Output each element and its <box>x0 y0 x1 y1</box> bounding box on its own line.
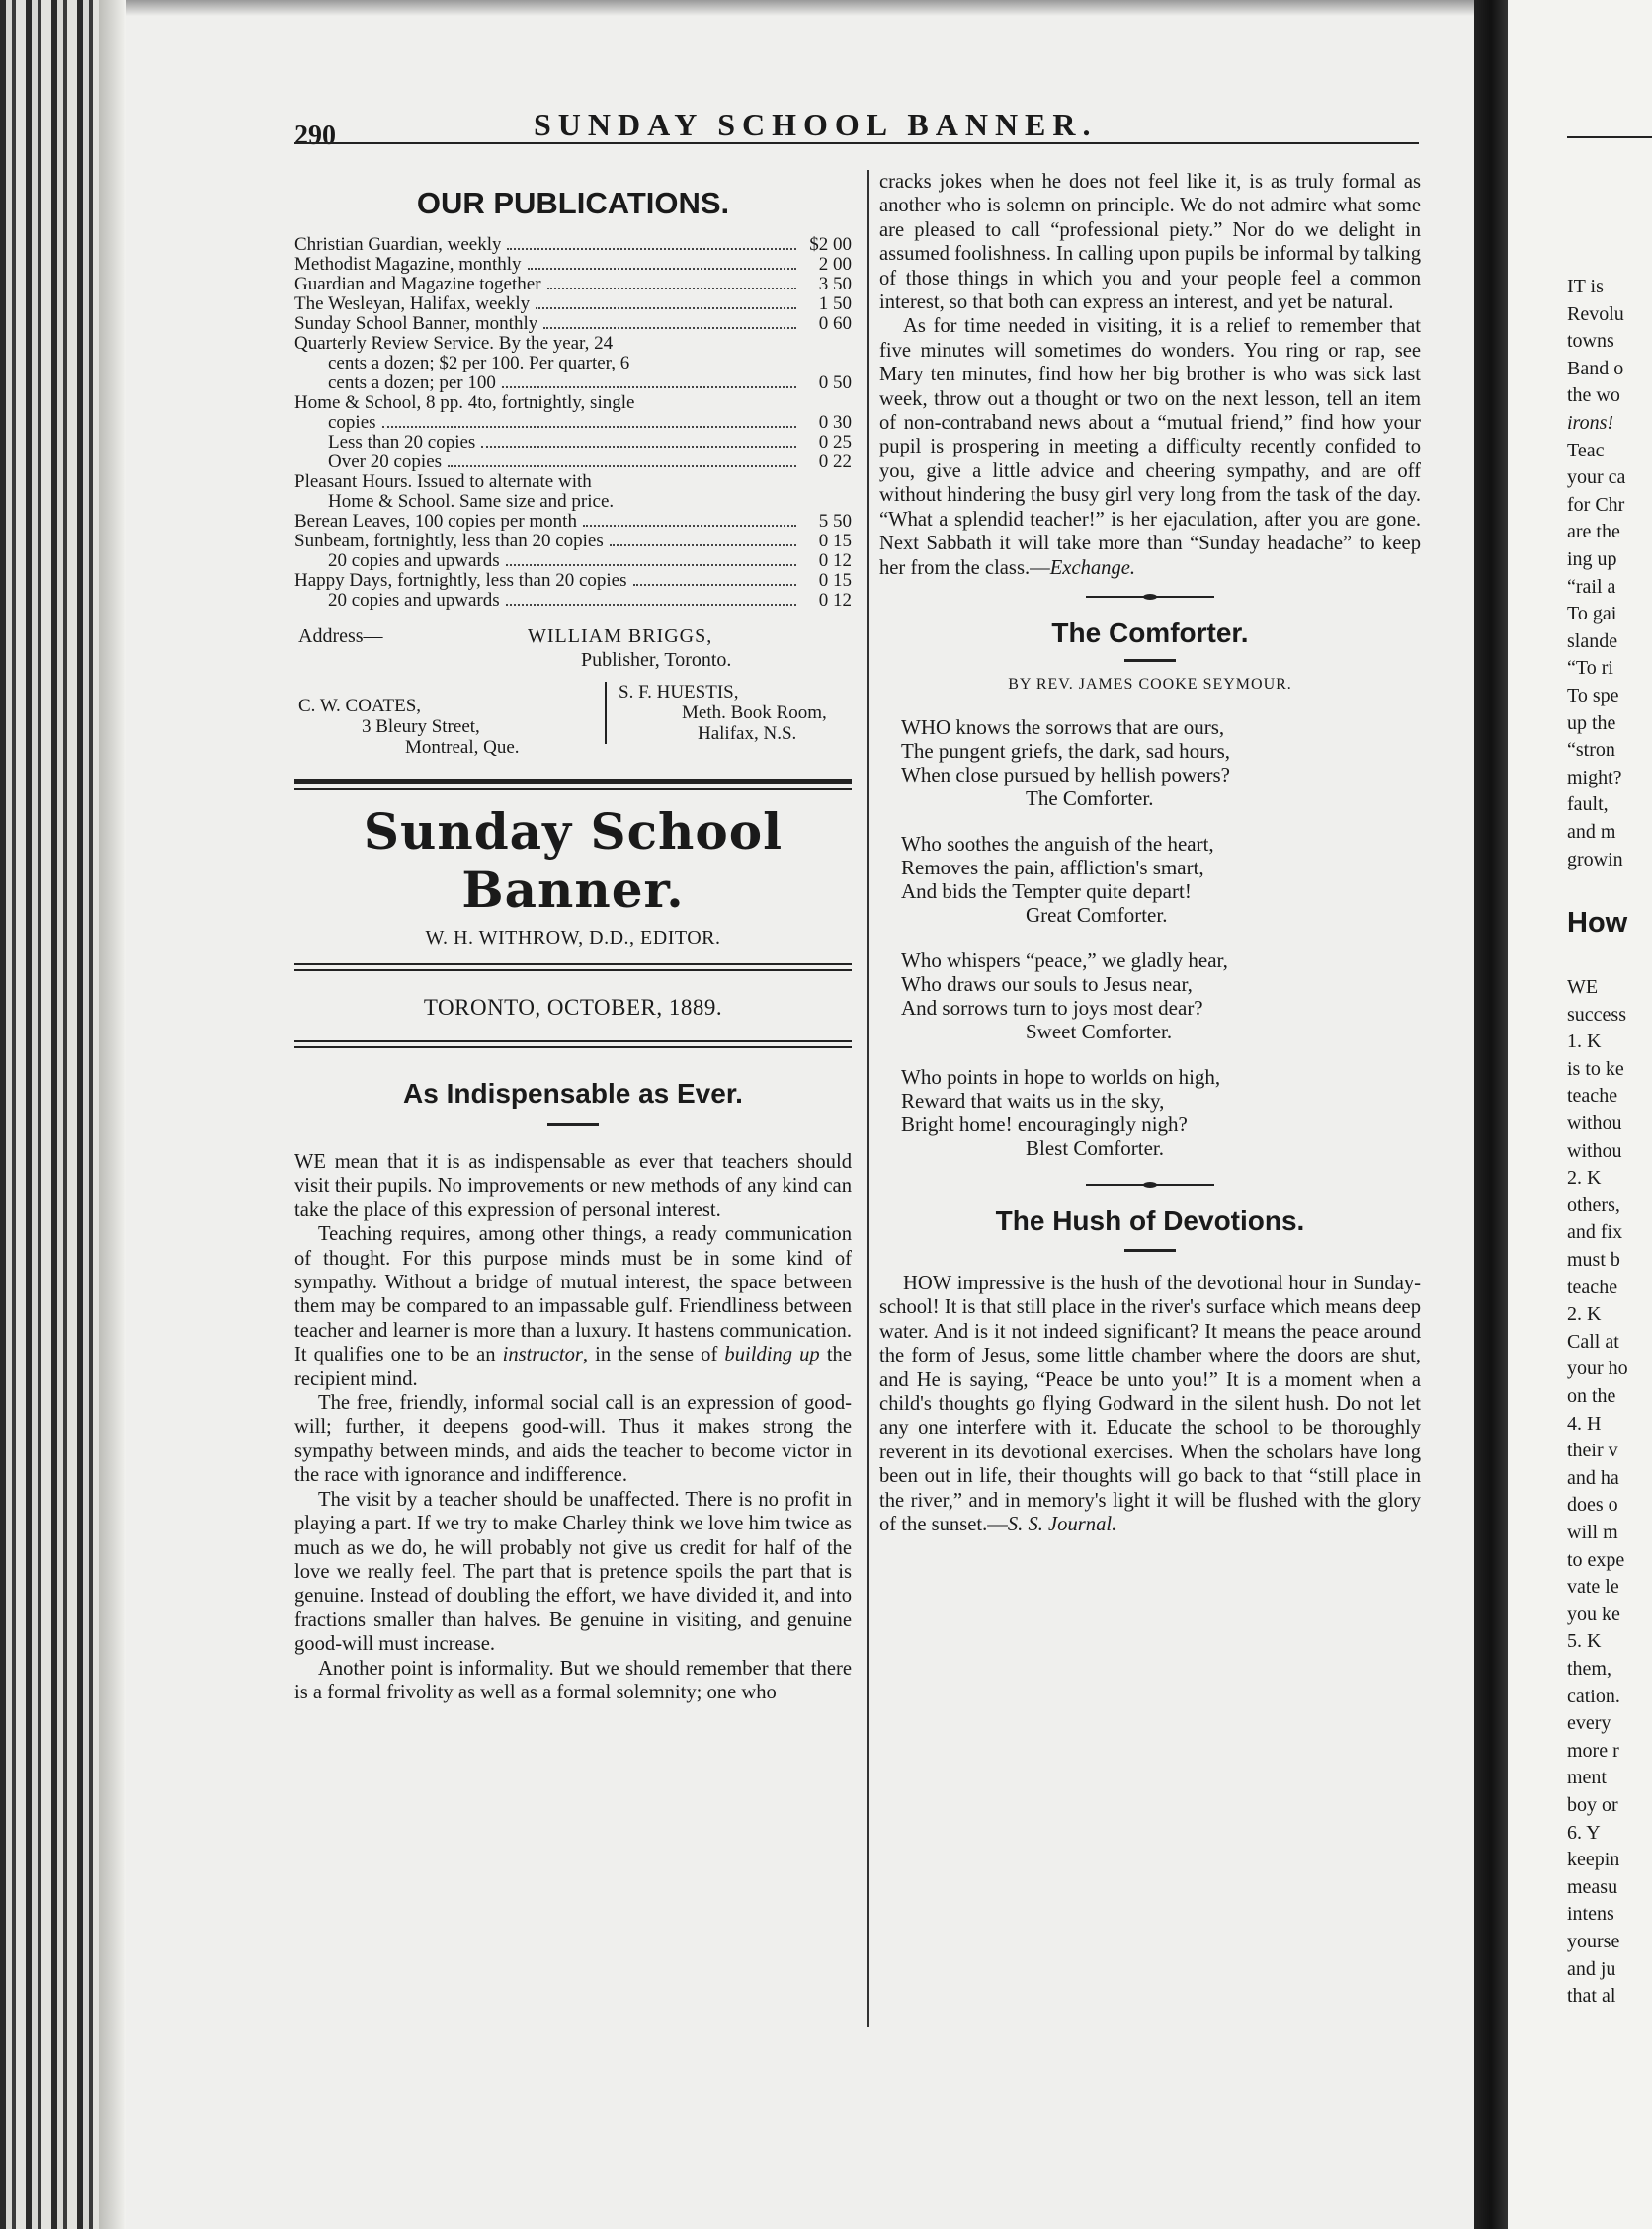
publication-row <box>294 472 852 492</box>
publication-name: Less than 20 copies <box>328 433 476 453</box>
publication-row <box>294 235 852 255</box>
facing-line: towns <box>1567 330 1614 353</box>
facing-line: withou <box>1567 1139 1622 1162</box>
publication-price: 0 50 <box>818 372 852 393</box>
article-paragraph: The free, friendly, informal social call is an expression of good-will; further, it deepens good-will. Thus it makes strong the sympathy between minds, and aids the teacher to become victor in the race with ignorance and indifference. <box>294 1392 852 1487</box>
facing-line: must b <box>1567 1249 1620 1271</box>
article-title-hush: The Hush of Devotions. <box>995 1204 1305 1236</box>
facing-line: withou <box>1567 1113 1622 1134</box>
page-number: 290 <box>294 121 336 151</box>
facing-page <box>1508 0 1652 2229</box>
ornament-rule <box>1086 594 1214 600</box>
publication-price: 0 60 <box>818 313 852 334</box>
facing-line: 1. K <box>1567 1031 1602 1053</box>
paragraph-text: the recipient mind. <box>294 1344 852 1390</box>
facing-line: cation. <box>1567 1685 1620 1707</box>
header-rule <box>294 142 1419 144</box>
facing-line: Revolu <box>1567 302 1624 325</box>
poem-line <box>901 715 1421 739</box>
poem-stanza <box>901 715 1421 810</box>
leader-dots <box>633 584 797 586</box>
poem-stanza <box>901 1065 1421 1160</box>
leader-dots <box>547 288 796 289</box>
facing-header-rule <box>1567 136 1652 138</box>
book-binding <box>0 0 126 2229</box>
leader-dots <box>583 525 796 527</box>
facing-line: for Chr <box>1567 493 1625 516</box>
agent-line: 3 Bleury Street, <box>362 716 480 737</box>
publication-name: Sunbeam, fortnightly, less than 20 copies <box>294 532 604 551</box>
facing-line: fault, <box>1567 793 1609 816</box>
facing-line: IT is <box>1567 276 1604 297</box>
publisher-role: Publisher, Toronto. <box>581 649 732 671</box>
facing-line: intens <box>1567 1903 1614 1926</box>
publication-price: 5 50 <box>818 511 852 532</box>
publication-price: 2 00 <box>818 254 852 275</box>
agent-line: Halifax, N.S. <box>698 723 797 744</box>
publications-list <box>294 235 852 611</box>
publication-name: Christian Guardian, weekly <box>294 235 502 255</box>
poem-line: Who soothes the anguish of the heart, <box>901 831 1214 856</box>
facing-line: Call at <box>1567 1330 1619 1353</box>
facing-line: your ho <box>1567 1358 1628 1380</box>
facing-line: “stron <box>1567 739 1615 762</box>
poem-stanza <box>901 832 1421 927</box>
publication-name: Happy Days, fortnightly, less than 20 copies <box>294 571 627 591</box>
facing-line: will m <box>1567 1522 1618 1543</box>
facing-line: vate le <box>1567 1576 1619 1599</box>
facing-line: ment <box>1567 1767 1607 1789</box>
masthead-rule <box>294 963 852 971</box>
poem-line: And bids the Tempter quite depart! <box>901 878 1192 903</box>
paragraph-text: impressive is the hush of the devotional hour in Sunday-school! It is that still place in the river's surface which means deep water. And is it not indeed significant? It means the peace around the form of Jesus, some little chamber where the doors are shut, and He is saying, “Peace be unto you!” It is a moment when a child's thoughts go flying Godward in the silent hush. Do not let any one interfere with it. Educate the school to be thoroughly reverent in its devotional exercises. When the scholars have long been out in life, their thoughts will go back to that “still place in the river,” and in memory's light it will be flushed with the glory of the sunset.— <box>879 1272 1421 1535</box>
leader-dots <box>610 544 796 546</box>
publication-price: 0 12 <box>818 590 852 611</box>
line-text: knows the sorrows that are ours, <box>950 714 1225 739</box>
leader-dots <box>382 426 796 428</box>
publication-price: 0 22 <box>818 452 852 472</box>
publication-price: 0 12 <box>818 550 852 571</box>
paragraph-text: , in the sense of <box>582 1344 725 1366</box>
publication-row <box>294 314 852 334</box>
publication-row <box>294 413 852 433</box>
facing-line: keepin <box>1567 1849 1620 1871</box>
facing-line: success <box>1567 1003 1626 1026</box>
facing-line: ing up <box>1567 548 1617 570</box>
agents-block <box>294 682 852 771</box>
facing-line: that al <box>1567 1985 1616 2008</box>
publication-name: The Wesleyan, Halifax, weekly <box>294 294 531 314</box>
facing-line: and m <box>1567 821 1616 843</box>
dateline-rule <box>294 1040 852 1048</box>
title-rule <box>1124 659 1176 662</box>
facing-line: your ca <box>1567 466 1626 489</box>
publication-row <box>294 532 852 551</box>
emphasis: building up <box>724 1344 820 1366</box>
publication-name: Over 20 copies <box>328 453 443 472</box>
facing-line: To spe <box>1567 685 1619 706</box>
poem-line: Bright home! encouragingly nigh? <box>901 1112 1188 1136</box>
article-paragraph: The visit by a teacher should be unaffected. There is no profit in playing a part. If we try to make Charley think we love him twice as much as we do, he will probably not give us credit for half of the love we really feel. The part that is pretence spoils the part that is genuine. Instead of doubling the effort, we have divided it, and into fractions smaller than halves. Be genuine in visiting, and genuine good-will must increase. <box>294 1488 852 1656</box>
facing-line: others, <box>1567 1194 1620 1216</box>
poem-line: Who points in hope to worlds on high, <box>901 1064 1221 1089</box>
leader-dots <box>507 248 796 250</box>
publication-row <box>294 275 852 294</box>
publication-name: Quarterly Review Service. By the year, 24 <box>294 334 614 354</box>
publication-row <box>294 373 852 393</box>
facing-line: you ke <box>1567 1603 1620 1625</box>
poem-line: Removes the pain, affliction's smart, <box>901 855 1204 879</box>
publication-row <box>294 255 852 275</box>
poem-refrain: Great Comforter. <box>1026 902 1168 927</box>
facing-line: up the <box>1567 711 1616 734</box>
publication-price: 1 50 <box>818 293 852 314</box>
facing-line: “To ri <box>1567 657 1613 680</box>
facing-line: irons! <box>1567 412 1614 434</box>
publication-name: 20 copies and upwards <box>328 591 500 611</box>
emphasis: instructor <box>502 1344 583 1366</box>
source-citation: S. S. Journal. <box>1007 1513 1117 1535</box>
section-rule <box>294 779 852 790</box>
right-column <box>879 170 1421 1536</box>
publication-row <box>294 433 852 453</box>
publication-row <box>294 354 852 373</box>
facing-line: is to ke <box>1567 1057 1624 1080</box>
publication-row <box>294 512 852 532</box>
publication-row <box>294 571 852 591</box>
paragraph-text: mean that it is as indispensable as ever that teachers should visit their pupils. No improvements or new methods of any kind can take the place of this expression of personal interest. <box>294 1151 852 1221</box>
dateline: TORONTO, OCTOBER, 1889. <box>423 995 723 1020</box>
facing-line: their v <box>1567 1440 1618 1462</box>
publication-price: 0 30 <box>818 412 852 433</box>
publication-price: 0 25 <box>818 432 852 453</box>
publication-row <box>294 453 852 472</box>
title-rule <box>1124 1249 1176 1252</box>
publication-name: Home & School, 8 pp. 4to, fortnightly, single <box>294 393 635 413</box>
publication-price: $2 00 <box>809 234 852 255</box>
masthead-title: Sunday School Banner. <box>363 802 784 919</box>
facing-line: might? <box>1567 766 1622 788</box>
publication-price: 0 15 <box>818 570 852 591</box>
facing-line: boy or <box>1567 1794 1618 1816</box>
journal-title: SUNDAY SCHOOL BANNER. <box>534 107 1098 142</box>
publication-row <box>294 334 852 354</box>
facing-heading: How <box>1567 907 1628 939</box>
poem-line: The pungent griefs, the dark, sad hours, <box>901 738 1230 763</box>
facing-line: 4. H <box>1567 1412 1602 1435</box>
facing-line: Teac <box>1567 439 1605 461</box>
publication-name: Guardian and Magazine together <box>294 275 541 294</box>
facing-line: “rail a <box>1567 575 1616 598</box>
book-gutter <box>1474 0 1508 2229</box>
publication-name: Home & School. Same size and price. <box>328 492 615 512</box>
drop-word: HOW <box>903 1272 952 1294</box>
facing-line: 2. K <box>1567 1167 1602 1190</box>
facing-line: and fix <box>1567 1221 1623 1244</box>
leader-dots <box>502 386 796 388</box>
facing-line: 6. Y <box>1567 1821 1601 1844</box>
facing-line: yourse <box>1567 1931 1620 1952</box>
publications-title: OUR PUBLICATIONS. <box>416 186 730 220</box>
facing-line: are the <box>1567 521 1620 543</box>
publication-row <box>294 591 852 611</box>
publication-name: cents a dozen; $2 per 100. Per quarter, 6 <box>328 354 630 373</box>
leader-dots <box>506 604 796 606</box>
publication-price: 0 15 <box>818 531 852 551</box>
article-paragraph: cracks jokes when he does not feel like it, is as truly formal as another who is solemn on principle. We do not admire what some are pleased to call “professional piety.” Nor do we delight in assumed foolishness. In calling upon pupils be informal by talking of those things in which you and your people feel a common interest, so that both can express an interest, and yet be natural. <box>879 171 1421 314</box>
publication-name: Berean Leaves, 100 copies per month <box>294 512 577 532</box>
left-column <box>294 170 852 1704</box>
publication-row <box>294 294 852 314</box>
leader-dots <box>536 307 796 309</box>
facing-line: and ju <box>1567 1957 1616 1980</box>
publication-row <box>294 551 852 571</box>
facing-line: slande <box>1567 629 1618 652</box>
article-paragraph <box>294 1150 852 1222</box>
publication-row <box>294 393 852 413</box>
poem-line: Reward that waits us in the sky, <box>901 1088 1165 1113</box>
poem-byline: BY REV. JAMES COOKE SEYMOUR. <box>1008 675 1292 693</box>
agent-line: Meth. Book Room, <box>682 702 827 723</box>
agent-line: Montreal, Que. <box>405 737 520 758</box>
paragraph-text: As for time needed in visiting, it is a relief to remember that five minutes will sometimes do wonders. You ring or rap, see Mary ten minutes, find how her big brother is who was sick last week, throw out a thought or two on the next lesson, tell an item of non-contraband news about a “mutual friend,” find how your pupil is prospering in meeting a difficulty recently confided to you, give a little advice and cheering sympathy, and are off without hindering the busy girl very long from the task of the day. “What a splendid teacher!” is her ejaculation, after you are gone. Next Sabbath it will take more than “Sunday headache” to keep her from the class.— <box>879 315 1421 579</box>
poem-line: Who whispers “peace,” we gladly hear, <box>901 948 1228 972</box>
address-block <box>294 624 852 672</box>
facing-line: on the <box>1567 1385 1616 1407</box>
agent-montreal <box>298 696 591 758</box>
editor-line: W. H. WITHROW, D.D., EDITOR. <box>425 927 721 949</box>
ornament-rule <box>1086 1182 1214 1188</box>
facing-line: more r <box>1567 1739 1619 1762</box>
facing-line: the wo <box>1567 384 1620 407</box>
agent-halifax <box>605 682 866 744</box>
drop-word: WE <box>294 1151 327 1173</box>
column-divider <box>867 170 869 2027</box>
publisher-name: WILLIAM BRIGGS, <box>528 625 713 647</box>
poem-refrain: Sweet Comforter. <box>1026 1019 1173 1043</box>
facing-line: to expe <box>1567 1548 1625 1571</box>
facing-line: growin <box>1567 848 1623 870</box>
facing-line: them, <box>1567 1658 1611 1680</box>
poem-refrain: Blest Comforter. <box>1026 1135 1164 1160</box>
article-paragraph <box>879 314 1421 579</box>
facing-line: every <box>1567 1712 1611 1735</box>
poem-body <box>879 715 1421 1160</box>
source-citation: Exchange. <box>1049 556 1136 579</box>
poem-line: And sorrows turn to joys most dear? <box>901 995 1203 1020</box>
leader-dots <box>506 564 796 566</box>
leader-dots <box>543 327 796 329</box>
paragraph-text: Teaching requires, among other things, a ready communication of thought. For this purpose minds must be in some kind of sympathy. Without a bridge of mutual interest, the space between them may be compared to an impassable gulf. Friendliness between teacher and learner is more than a luxury. It hastens communication. It qualifies one to be an <box>294 1223 852 1366</box>
leader-dots <box>448 465 796 467</box>
publication-name: Pleasant Hours. Issued to alternate with <box>294 472 592 492</box>
leader-dots <box>481 446 796 448</box>
facing-line: 5. K <box>1567 1630 1602 1653</box>
agent-line: S. F. HUESTIS, <box>619 682 739 702</box>
agent-line: C. W. COATES, <box>298 696 422 716</box>
title-rule <box>547 1123 599 1126</box>
leader-dots <box>528 268 796 270</box>
drop-word: WHO <box>901 714 951 739</box>
poem-line: Who draws our souls to Jesus near, <box>901 971 1193 996</box>
facing-line: 2. K <box>1567 1303 1602 1326</box>
publication-row <box>294 492 852 512</box>
address-label: Address— <box>298 625 383 647</box>
publication-name: 20 copies and upwards <box>328 551 500 571</box>
facing-line: Band o <box>1567 357 1624 379</box>
facing-line: teache <box>1567 1085 1618 1108</box>
article-paragraph: Another point is informality. But we should remember that there is a formal frivolity as well as a formal solemnity; one who <box>294 1657 852 1703</box>
facing-line: and ha <box>1567 1466 1619 1489</box>
poem-stanza <box>901 949 1421 1043</box>
facing-line: measu <box>1567 1875 1618 1898</box>
facing-line: does o <box>1567 1494 1618 1517</box>
publication-price: 3 50 <box>818 274 852 294</box>
publication-name: cents a dozen; per 100 <box>328 373 496 393</box>
article-paragraph <box>879 1272 1421 1536</box>
poem-title: The Comforter. <box>1051 617 1249 648</box>
publication-name: copies <box>328 413 376 433</box>
poem-line: When close pursued by hellish powers? <box>901 762 1230 786</box>
poem-refrain: The Comforter. <box>1026 785 1154 810</box>
page-290 <box>287 0 1452 2229</box>
publication-name: Methodist Magazine, monthly <box>294 255 522 275</box>
facing-line: teache <box>1567 1276 1618 1298</box>
article-paragraph <box>294 1222 852 1391</box>
publication-name: Sunday School Banner, monthly <box>294 314 538 334</box>
facing-line: To gai <box>1567 603 1617 625</box>
article-title-indispensable: As Indispensable as Ever. <box>403 1078 743 1109</box>
facing-line: WE <box>1567 976 1599 998</box>
